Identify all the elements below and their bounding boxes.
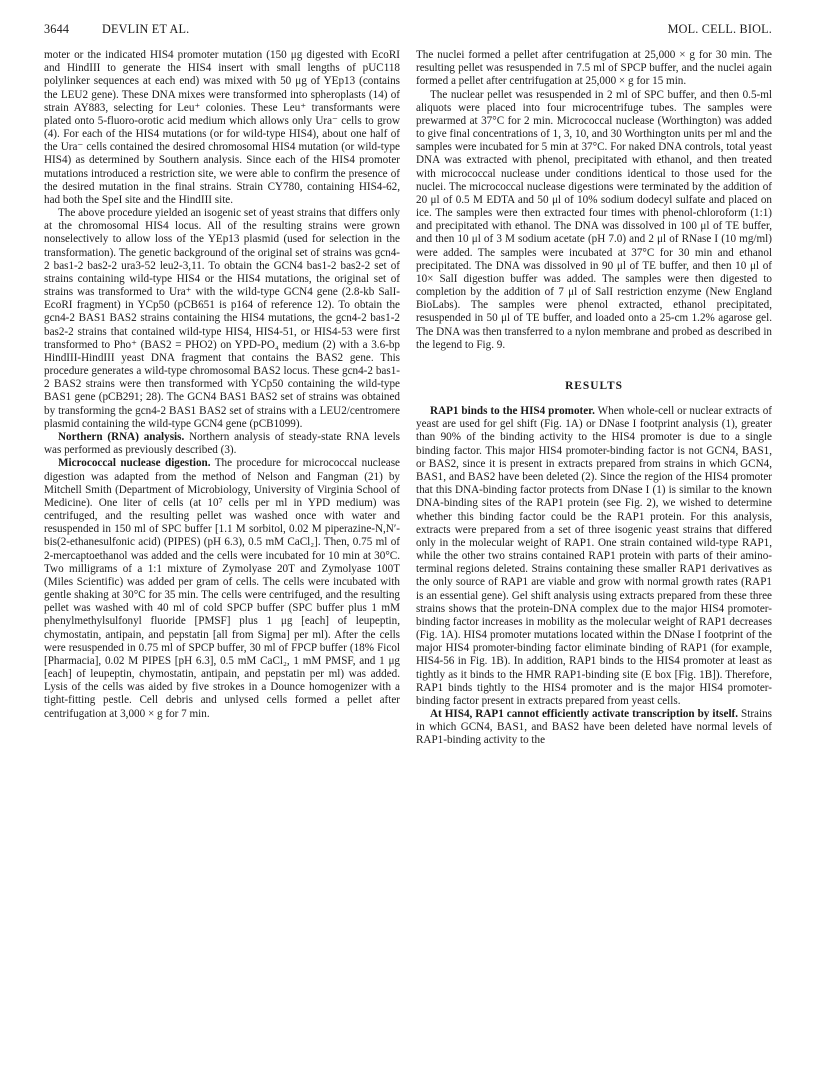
run-in-heading-micrococcal: Micrococcal nuclease digestion. bbox=[58, 457, 211, 470]
paragraph-nuclear-digestion: The nuclear pellet was resuspended in 2 ml of SPC buffer, and then 0.5-ml aliquots were placed into four microcentrifuge tubes. The samples were prewarmed at 37°C for 2 min. Micrococcal nuclease (Worthington) was added to give final concentrations of 1, 3, 10, and 30 Worthington units per ml and the samples were incubated for 5 min at 37°C. For naked DNA controls, total yeast DNA was extracted with phenol, precipitated with ethanol, and then treated with micrococcal nuclease under conditions identical to those used for the nuclei. The micrococcal nuclease digestions were terminated by the addition of 20 μl of 0.5 M EDTA and 50 μl of 10% sodium dodecyl sulfate and placed on ice. The samples were then extracted four times with phenol-chloroform (1:1) and precipitated with ethanol. The DNA was dissolved in 100 μl of TE buffer, and then 10 μl of 3 M sodium acetate (pH 7.0) and 2 μl of RNase I (10 mg/ml) were added. The samples were incubated at 37°C for 30 min and ethanol precipitated. The DNA was dissolved in 90 μl of TE buffer, and then 10 μl of 10× SalI digestion buffer was added. The samples were then digested to completion by the addition of 7 μl of SalI restriction enzyme (New England BioLabs). The samples were phenol extracted, ethanol precipitated, resuspended in 50 μl of TE buffer, and loaded onto a 25-cm 1.2% agarose gel. The DNA was then transferred to a nylon membrane and probed as described in the legend to Fig. 9. bbox=[416, 88, 772, 351]
run-in-heading-rap1-activation: At HIS4, RAP1 cannot efficiently activate transcription by itself. bbox=[430, 708, 739, 721]
paragraph-rap1-binds bbox=[416, 405, 772, 708]
section-title-results: RESULTS bbox=[565, 379, 623, 392]
paragraph-his4-transformation: moter or the indicated HIS4 promoter mutation (150 μg digested with EcoRI and HindIII to generate the HIS4 insert with small lengths of pUC118 polylinker sequences at each end) was mixed with 50 μg of YEp13 (contains the LEU2 gene). These DNA mixes were transformed into spheroplasts (14) of strain AY883, selecting for Leu⁺ colonies. These Leu⁺ transformants were plated onto 5-fluoro-orotic acid medium which allows only Ura⁻ cells to grow (4). For each of the HIS4 mutations (or for wild-type HIS4), about one half of the Ura⁻ cells contained the desired chromosomal HIS4 mutation (or wild-type HIS4) as determined by Southern analysis. Since each of the HIS4 promoter mutations introduced a restriction site, we were able to confirm the presence of the desired mutation in the final strains. Strain CY780, containing HIS4-62, had both the SpeI site and the HindIII site. bbox=[44, 49, 400, 206]
page-number: 3644 bbox=[44, 22, 70, 36]
paragraph-rap1-activation-body: Strains in which GCN4, BAS1, and BAS2 have been deleted have normal levels of RAP1-binding activity to the bbox=[416, 708, 772, 747]
paragraph-micrococcal-body: The procedure for micrococcal nuclease digestion was adapted from the method of Nelson and Fangman (21) by Mitchell Smith (Department of Microbiology, University of Virginia School of Medicine). One liter of cells (at 10⁷ cells per ml in YPD medium) was centrifuged, and the resulting pellet was washed once with water and resuspended in 150 ml of SPC buffer [1.1 M sorbitol, 0.02 M piperazine-N,N′-bis(2-ethanesulfonic acid) (PIPES) (pH 6.3), 0.5 mM CaCl₂]. Then, 0.75 ml of 2-mercaptoethanol was added and the cells were incubated for 10 min at 30°C. Two milligrams of a 1:1 mixture of Zymolyase 20T and Zymolyase 100T (Miles Scientific) was added per gram of cells. The cells were incubated with gentle shaking at 30°C for 35 min. The cells were centrifuged, and the resulting pellet was washed with 40 ml of cold SPCP buffer (SPC buffer plus 1 mM phenylmethylsulfonyl fluoride [PMSF] plus 1 μg [each] of leupeptin, chymostatin, antipain, and pepstatin [all from Sigma] per ml). After the cells were resuspended in 0.75 ml of SPCP buffer, 30 ml of FPCP buffer (18% Ficol [Pharmacia], 0.02 M PIPES [pH 6.3], 0.5 mM CaCl₂, 1 mM PMSF, and 1 μg [each] of leupeptin, chymostatin, antipain, and pepstatin per ml) was added. Lysis of the cells was aided by five strokes in a Dounce homogenizer with a tight-fitting pestle. Cell debris and unlysed cells formed a pellet after centrifugation at 3,000 × g for 7 min. bbox=[44, 457, 400, 720]
paragraph-northern-analysis bbox=[44, 431, 400, 457]
running-journal: MOL. CELL. BIOL. bbox=[667, 22, 772, 36]
paragraph-nuclei-pellet: The nuclei formed a pellet after centrifugation at 25,000 × g for 30 min. The resulting pellet was resuspended in 7.5 ml of SPCP buffer, and the nuclei again formed a pellet after centrifugation at 25,000 × g for 15 min. bbox=[416, 49, 772, 88]
left-column bbox=[44, 49, 400, 721]
paragraph-rap1-binds-body: When whole-cell or nuclear extracts of yeast are used for gel shift (Fig. 1A) or DNase I footprint analysis (1), greater than 90% of the binding activity to the HIS4 promoter is due to a single binding factor. This major HIS4 promoter-binding factor is not GCN4, BAS1, or BAS2, since it is present in extracts prepared from strains in which GCN4, BAS1, and BAS2 have been deleted (2). Since the region of the HIS4 promoter that this DNA-binding factor protects from DNase I (1) is similar to the known DNA-binding sites of the RAP1 protein (see Fig. 2), we wished to determine whether this binding factor could be the RAP1 protein. For this analysis, extracts were prepared from a set of three isogenic yeast strains that differed only in the molecular weight of RAP1. One strain contained wild-type RAP1, while the other two strains contained RAP1 protein with parts of their amino-terminal regions deleted. Strains containing these smaller RAP1 derivatives as the only source of RAP1 are viable and grow with normal growth rates (RAP1 is an essential gene). Gel shift analysis using extracts prepared from these three strains shows that the protein-DNA complex due to the major HIS4 promoter-binding factor increases in mobility as the molecular weight of RAP1 decreases (Fig. 1A). HIS4 promoter mutations located within the DNase I footprint of the major HIS4 promoter-binding factor eliminate binding of RAP1 (for example, HIS4-56 in Fig. 1B). In addition, RAP1 binds to the HIS4 promoter at least as tightly as it binds to the HMR RAP1-binding site (E box [Fig. 1B]). Therefore, RAP1 binds tightly to the HIS4 promoter and is the major HIS4 promoter-binding factor present in extracts prepared from yeast cells. bbox=[416, 405, 772, 707]
run-in-heading-northern: Northern (RNA) analysis. bbox=[58, 430, 185, 443]
paragraph-rap1-activation bbox=[416, 708, 772, 748]
paragraph-micrococcal-nuclease bbox=[44, 457, 400, 720]
paragraph-isogenic-strains: The above procedure yielded an isogenic set of yeast strains that differs only at the chromosomal HIS4 locus. All of the resulting strains were grown nonselectively to allow loss of the YEp13 plasmid (used for selection in the transformation). The genetic background of the original set of strains was gcn4-2 bas1-2 bas2-2 ura3-52 leu2-3,11. To obtain the GCN4 bas1-2 bas2-2 set of strains containing wild-type HIS4 or the HIS4 mutations, the original set of strains was transformed to Ura⁺ with the wild-type GCN4 gene (2.8-kb SalI-EcoRI fragment) in YCp50 (pCB651 is p164 of reference 12). To obtain the gcn4-2 BAS1 BAS2 strains containing the HIS4 mutations, the gcn4-2 bas1-2 bas2-2 strains that contained wild-type HIS4, HIS4-51, or HIS4-53 were first transformed to Pho⁺ (BAS2 = PHO2) on YPD-PO₄ medium (2) with a 3.6-bp HindIII-HindIII yeast DNA fragment that contains the BAS2 gene. This procedure generates a wild-type chromosomal BAS2 locus. These gcn4-2 bas1-2 BAS2 strains were then transformed with YCp50 containing the wild-type BAS1 gene (pCB291; 28). The GCN4 BAS1 BAS2 set of strains was obtained by transforming the gcn4-2 BAS1 BAS2 set of strains with a LEU2/centromere plasmid containing the wild-type GCN4 gene (pCB1099). bbox=[44, 207, 400, 430]
paragraph-northern-body: Northern analysis of steady-state RNA levels was performed as previously described (3). bbox=[44, 430, 400, 457]
running-authors: DEVLIN ET AL. bbox=[102, 22, 190, 36]
right-column bbox=[416, 49, 772, 748]
running-header bbox=[44, 22, 772, 42]
run-in-heading-rap1-binds: RAP1 binds to the HIS4 promoter. bbox=[430, 405, 595, 418]
